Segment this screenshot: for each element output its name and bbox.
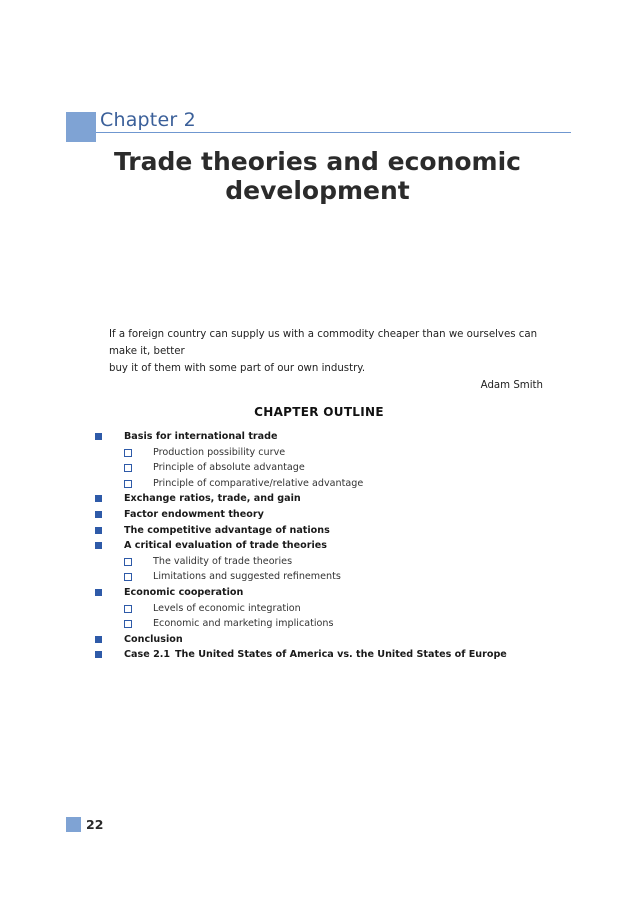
filled-square-bullet-icon — [95, 527, 102, 534]
outline-item-text: The competitive advantage of nations — [124, 524, 330, 536]
outline-subitem-text: Principle of absolute advantage — [153, 462, 305, 474]
chapter-title — [100, 147, 535, 205]
outline-subitem — [0, 616, 638, 632]
hollow-square-bullet-icon — [124, 464, 132, 472]
outline-item — [0, 507, 638, 523]
case-title: The United States of America vs. the United States of Europe — [175, 649, 507, 661]
chapter-title-line-2: development — [225, 176, 410, 205]
outline-item-text: Basis for international trade — [124, 431, 278, 442]
outline-heading: CHAPTER OUTLINE — [254, 405, 384, 419]
outline-item — [0, 523, 638, 539]
case-text — [124, 647, 507, 663]
hollow-square-bullet-icon — [124, 558, 132, 566]
chapter-outline-list — [0, 429, 638, 663]
chapter-title-line-1: Trade theories and economic — [113, 147, 521, 176]
outline-subitem — [0, 554, 638, 570]
page-number-block — [66, 817, 81, 832]
filled-square-bullet-icon — [95, 495, 102, 502]
epigraph-line-2: buy it of them with some part of our own industry. — [109, 363, 366, 374]
outline-item-text: Conclusion — [124, 633, 183, 645]
outline-item-text: Economic cooperation — [124, 586, 244, 598]
hollow-square-bullet-icon — [124, 449, 132, 457]
filled-square-bullet-icon — [95, 433, 102, 440]
page-number: 22 — [86, 817, 104, 832]
filled-square-bullet-icon — [95, 542, 102, 549]
outline-item — [0, 538, 638, 554]
chapter-label: Chapter 2 — [100, 109, 196, 131]
outline-item — [0, 429, 638, 445]
outline-subitem-text: Production possibility curve — [153, 446, 286, 458]
outline-subitem — [0, 445, 638, 461]
filled-square-bullet-icon — [95, 511, 102, 518]
outline-subitem — [0, 476, 638, 492]
outline-subitem-text: Economic and marketing implications — [153, 618, 334, 630]
outline-subitem-text: Principle of comparative/relative advantage — [153, 477, 364, 489]
filled-square-bullet-icon — [95, 651, 102, 658]
filled-square-bullet-icon — [95, 636, 102, 643]
epigraph-line-1: If a foreign country can supply us with a commodity cheaper than we ourselves can make it, better — [109, 329, 538, 357]
outline-subitem-text: The validity of trade theories — [153, 555, 293, 567]
outline-item-text: Exchange ratios, trade, and gain — [124, 493, 301, 505]
hollow-square-bullet-icon — [124, 573, 132, 581]
epigraph-quote — [109, 326, 543, 394]
outline-case-item — [0, 647, 638, 663]
outline-subitem-text: Limitations and suggested refinements — [153, 571, 341, 583]
outline-item — [0, 632, 638, 648]
outline-subitem — [0, 460, 638, 476]
outline-item — [0, 491, 638, 507]
chapter-rule — [96, 132, 571, 133]
outline-item-text: A critical evaluation of trade theories — [124, 540, 327, 552]
outline-item-text: Factor endowment theory — [124, 508, 264, 520]
case-number: Case 2.1 — [124, 649, 171, 661]
hollow-square-bullet-icon — [124, 480, 132, 488]
hollow-square-bullet-icon — [124, 605, 132, 613]
outline-subitem — [0, 569, 638, 585]
outline-subitem — [0, 601, 638, 617]
epigraph-author: Adam Smith — [480, 380, 543, 391]
outline-item — [0, 585, 638, 601]
hollow-square-bullet-icon — [124, 620, 132, 628]
outline-subitem-text: Levels of economic integration — [153, 602, 301, 614]
chapter-marker-block — [66, 112, 96, 142]
filled-square-bullet-icon — [95, 589, 102, 596]
